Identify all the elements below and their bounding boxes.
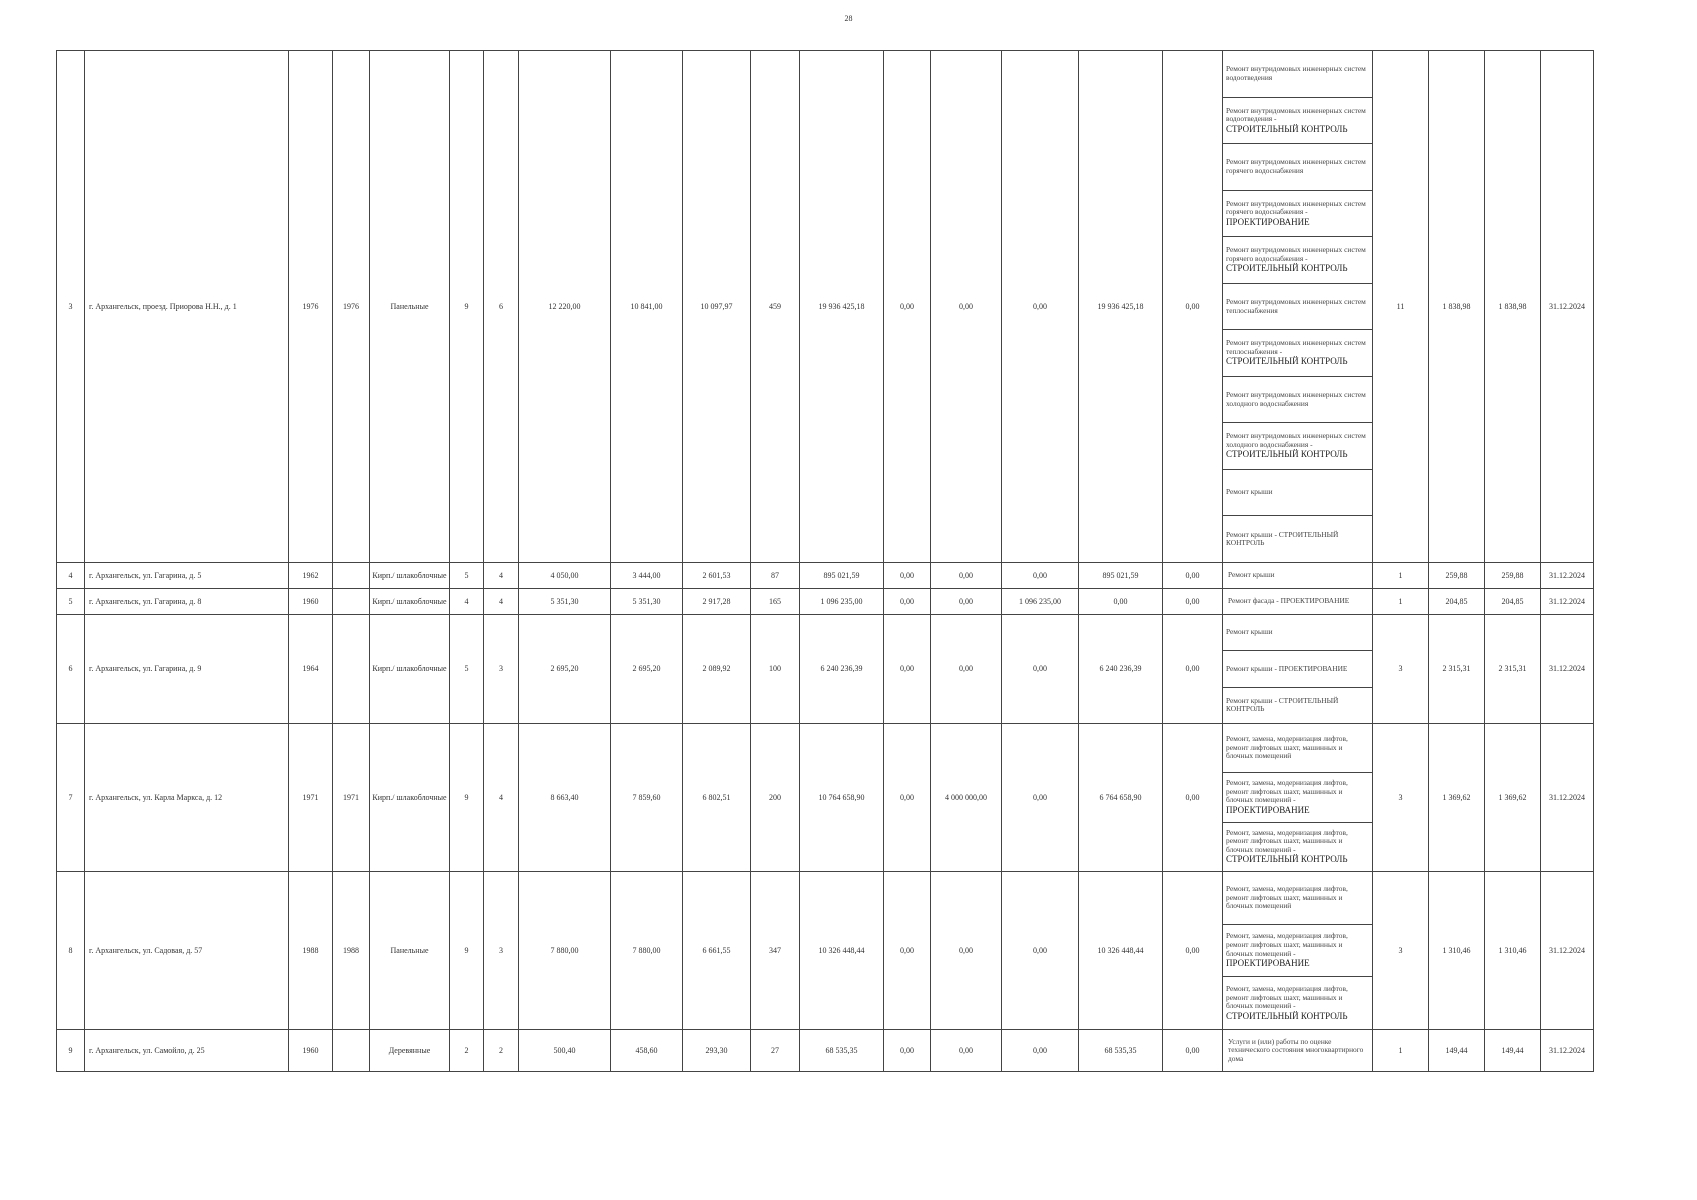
work-text: Ремонт, замена, модернизация лифтов, ремонт лифтовых шахт, машинных и блочных помещений -	[1226, 931, 1348, 958]
work-item	[1223, 772, 1372, 821]
work-item	[1223, 422, 1372, 469]
work-text: Ремонт внутридомовых инженерных систем водоотведения -	[1226, 105, 1366, 124]
work-text: Ремонт крыши	[1226, 487, 1273, 497]
unit-cost-limit-cell: 204,85	[1485, 589, 1541, 615]
table-row	[57, 1030, 1594, 1072]
floors-cell: 5	[450, 615, 484, 724]
work-text: Ремонт крыши - СТРОИТЕЛЬНЫЙ КОНТРОЛЬ	[1226, 695, 1339, 714]
residents-cell: 87	[751, 563, 800, 589]
fund-other-cell: 0,00	[1163, 872, 1223, 1030]
work-text: Ремонт, замена, модернизация лифтов, ремонт лифтовых шахт, машинных и блочных помещений -	[1226, 827, 1348, 854]
address-cell: г. Архангельск, ул. Гагарина, д. 8	[85, 589, 289, 615]
fund-local-cell: 0,00	[1002, 563, 1079, 589]
work-item	[1223, 190, 1372, 237]
work-count-cell: 1	[1373, 589, 1429, 615]
work-item	[1223, 822, 1372, 871]
area-premises-cell: 2 695,20	[611, 615, 683, 724]
fund-other-cell: 0,00	[1163, 51, 1223, 563]
cost-total-cell: 6 240 236,39	[800, 615, 884, 724]
work-text: Ремонт, замена, модернизация лифтов, ремонт лифтовых шахт, машинных и блочных помещений	[1226, 884, 1348, 911]
page-number: 28	[844, 14, 853, 23]
total-area-cell: 12 220,00	[519, 51, 611, 563]
fund-regional-cell: 0,00	[931, 563, 1002, 589]
row-number-cell: 4	[57, 563, 85, 589]
year-commissioned-cell: 1971	[333, 724, 370, 872]
fund-other-cell: 0,00	[1163, 724, 1223, 872]
total-area-cell: 2 695,20	[519, 615, 611, 724]
floors-cell: 9	[450, 872, 484, 1030]
wall-material-cell: Кирп./ шлакоблочные	[370, 563, 450, 589]
wall-material-cell: Кирп./ шлакоблочные	[370, 615, 450, 724]
works-cell	[1223, 872, 1373, 1030]
fund-local-cell: 0,00	[1002, 1030, 1079, 1072]
wall-material-cell: Кирп./ шлакоблочные	[370, 589, 450, 615]
unit-cost-limit-cell: 259,88	[1485, 563, 1541, 589]
wall-material-cell: Деревянные	[370, 1030, 450, 1072]
work-item	[1223, 872, 1372, 924]
work-text-caps: ПРОЕКТИРОВАНИЕ	[1226, 958, 1310, 969]
table-row	[57, 563, 1594, 589]
works-cell	[1223, 615, 1373, 724]
entrances-cell: 6	[484, 51, 519, 563]
year-built-cell: 1960	[289, 1030, 333, 1072]
work-text-caps: СТРОИТЕЛЬНЫЙ КОНТРОЛЬ	[1226, 263, 1348, 274]
year-built-cell: 1962	[289, 563, 333, 589]
deadline-cell: 31.12.2024	[1541, 615, 1594, 724]
area-residential-cell: 2 917,28	[683, 589, 751, 615]
fund-owners-cell: 19 936 425,18	[1079, 51, 1163, 563]
year-commissioned-cell	[333, 589, 370, 615]
work-item	[1223, 615, 1372, 650]
cost-total-cell: 895 021,59	[800, 563, 884, 589]
cost-total-cell: 68 535,35	[800, 1030, 884, 1072]
work-text: Ремонт внутридомовых инженерных систем холодного водоснабжения -	[1226, 431, 1366, 449]
year-built-cell: 1976	[289, 51, 333, 563]
work-text: Ремонт, замена, модернизация лифтов, ремонт лифтовых шахт, машинных и блочных помещений -	[1226, 984, 1348, 1011]
work-item	[1223, 376, 1372, 423]
table-row	[57, 724, 1594, 872]
address-cell: г. Архангельск, ул. Гагарина, д. 5	[85, 563, 289, 589]
work-item	[1223, 687, 1372, 723]
work-item	[1223, 924, 1372, 977]
work-count-cell: 1	[1373, 563, 1429, 589]
year-commissioned-cell: 1976	[333, 51, 370, 563]
year-built-cell: 1960	[289, 589, 333, 615]
fund-owners-cell: 6 764 658,90	[1079, 724, 1163, 872]
year-commissioned-cell	[333, 615, 370, 724]
fund-owners-cell: 0,00	[1079, 589, 1163, 615]
works-cell	[1223, 1030, 1373, 1072]
row-number-cell: 3	[57, 51, 85, 563]
fund-regional-cell: 0,00	[931, 872, 1002, 1030]
fund-owners-cell: 6 240 236,39	[1079, 615, 1163, 724]
works-cell	[1223, 563, 1373, 589]
deadline-cell: 31.12.2024	[1541, 563, 1594, 589]
work-item	[1223, 650, 1372, 686]
fund-local-cell: 1 096 235,00	[1002, 589, 1079, 615]
work-count-cell: 1	[1373, 1030, 1429, 1072]
work-item	[1223, 976, 1372, 1029]
work-text-caps: СТРОИТЕЛЬНЫЙ КОНТРОЛЬ	[1226, 356, 1348, 367]
work-item	[1223, 51, 1372, 97]
year-built-cell: 1988	[289, 872, 333, 1030]
work-text: Ремонт крыши	[1226, 627, 1273, 637]
fund-local-cell: 0,00	[1002, 615, 1079, 724]
area-residential-cell: 293,30	[683, 1030, 751, 1072]
year-commissioned-cell: 1988	[333, 872, 370, 1030]
table-row	[57, 589, 1594, 615]
address-cell: г. Архангельск, ул. Садовая, д. 57	[85, 872, 289, 1030]
entrances-cell: 4	[484, 589, 519, 615]
total-area-cell: 4 050,00	[519, 563, 611, 589]
work-item	[1223, 97, 1372, 144]
work-item	[1223, 724, 1372, 772]
table-body	[57, 51, 1594, 1072]
unit-cost-cell: 1 310,46	[1429, 872, 1485, 1030]
total-area-cell: 8 663,40	[519, 724, 611, 872]
address-cell: г. Архангельск, ул. Карла Маркса, д. 12	[85, 724, 289, 872]
fund-regional-cell: 0,00	[931, 1030, 1002, 1072]
fund-local-cell: 0,00	[1002, 724, 1079, 872]
unit-cost-limit-cell: 1 838,98	[1485, 51, 1541, 563]
work-text: Услуги и (или) работы по оценке технического состояния многоквартирного дома	[1228, 1036, 1364, 1063]
wall-material-cell: Кирп./ шлакоблочные	[370, 724, 450, 872]
cost-total-cell: 10 764 658,90	[800, 724, 884, 872]
unit-cost-cell: 204,85	[1429, 589, 1485, 615]
work-text-caps: ПРОЕКТИРОВАНИЕ	[1226, 216, 1310, 227]
area-premises-cell: 5 351,30	[611, 589, 683, 615]
total-area-cell: 500,40	[519, 1030, 611, 1072]
work-text: Ремонт внутридомовых инженерных систем горячего водоснабжения	[1226, 157, 1366, 175]
works-cell	[1223, 51, 1373, 563]
work-text: Ремонт внутридомовых инженерных систем горячего водоснабжения -	[1226, 245, 1366, 263]
entrances-cell: 4	[484, 563, 519, 589]
fund-other-cell: 0,00	[1163, 589, 1223, 615]
work-item	[1223, 283, 1372, 330]
work-text: Ремонт внутридомовых инженерных систем горячего водоснабжения -	[1226, 198, 1366, 217]
fund-federal-cell: 0,00	[884, 872, 931, 1030]
works-list	[1223, 51, 1372, 562]
row-number-cell: 8	[57, 872, 85, 1030]
work-count-cell: 3	[1373, 872, 1429, 1030]
deadline-cell: 31.12.2024	[1541, 1030, 1594, 1072]
work-text: Ремонт внутридомовых инженерных систем холодного водоснабжения	[1226, 390, 1366, 408]
floors-cell: 2	[450, 1030, 484, 1072]
entrances-cell: 3	[484, 615, 519, 724]
deadline-cell: 31.12.2024	[1541, 589, 1594, 615]
area-residential-cell: 6 661,55	[683, 872, 751, 1030]
work-item	[1223, 329, 1372, 376]
residents-cell: 165	[751, 589, 800, 615]
year-commissioned-cell	[333, 563, 370, 589]
fund-local-cell: 0,00	[1002, 51, 1079, 563]
work-text-caps: СТРОИТЕЛЬНЫЙ КОНТРОЛЬ	[1226, 123, 1348, 134]
fund-federal-cell: 0,00	[884, 724, 931, 872]
total-area-cell: 7 880,00	[519, 872, 611, 1030]
works-list	[1223, 615, 1372, 723]
year-built-cell: 1971	[289, 724, 333, 872]
fund-owners-cell: 10 326 448,44	[1079, 872, 1163, 1030]
wall-material-cell: Панельные	[370, 872, 450, 1030]
fund-other-cell: 0,00	[1163, 1030, 1223, 1072]
deadline-cell: 31.12.2024	[1541, 872, 1594, 1030]
work-text: Ремонт внутридомовых инженерных систем теплоснабжения	[1226, 296, 1366, 315]
area-residential-cell: 2 089,92	[683, 615, 751, 724]
unit-cost-limit-cell: 1 369,62	[1485, 724, 1541, 872]
work-text: Ремонт внутридомовых инженерных систем теплоснабжения -	[1226, 338, 1366, 356]
year-commissioned-cell	[333, 1030, 370, 1072]
work-item	[1223, 469, 1372, 516]
floors-cell: 9	[450, 724, 484, 872]
area-residential-cell: 6 802,51	[683, 724, 751, 872]
repair-program-table	[56, 50, 1594, 1072]
work-text-caps: ПРОЕКТИРОВАНИЕ	[1226, 805, 1310, 815]
deadline-cell: 31.12.2024	[1541, 51, 1594, 563]
residents-cell: 27	[751, 1030, 800, 1072]
work-text: Ремонт внутридомовых инженерных систем водоотведения	[1226, 64, 1366, 82]
unit-cost-cell: 1 369,62	[1429, 724, 1485, 872]
works-list	[1223, 872, 1372, 1029]
residents-cell: 100	[751, 615, 800, 724]
fund-federal-cell: 0,00	[884, 563, 931, 589]
unit-cost-cell: 149,44	[1429, 1030, 1485, 1072]
total-area-cell: 5 351,30	[519, 589, 611, 615]
unit-cost-cell: 259,88	[1429, 563, 1485, 589]
work-text-caps: СТРОИТЕЛЬНЫЙ КОНТРОЛЬ	[1226, 854, 1348, 865]
cost-total-cell: 1 096 235,00	[800, 589, 884, 615]
floors-cell: 5	[450, 563, 484, 589]
table-row	[57, 51, 1594, 563]
works-list	[1223, 724, 1372, 871]
unit-cost-limit-cell: 2 315,31	[1485, 615, 1541, 724]
work-count-cell: 3	[1373, 724, 1429, 872]
unit-cost-limit-cell: 149,44	[1485, 1030, 1541, 1072]
work-text: Ремонт крыши	[1228, 570, 1275, 580]
fund-owners-cell: 68 535,35	[1079, 1030, 1163, 1072]
row-number-cell: 6	[57, 615, 85, 724]
floors-cell: 4	[450, 589, 484, 615]
entrances-cell: 3	[484, 872, 519, 1030]
wall-material-cell: Панельные	[370, 51, 450, 563]
work-text: Ремонт крыши - ПРОЕКТИРОВАНИЕ	[1226, 663, 1348, 673]
address-cell: г. Архангельск, ул. Гагарина, д. 9	[85, 615, 289, 724]
work-text-caps: СТРОИТЕЛЬНЫЙ КОНТРОЛЬ	[1226, 1010, 1348, 1021]
table-row	[57, 872, 1594, 1030]
area-premises-cell: 458,60	[611, 1030, 683, 1072]
address-cell: г. Архангельск, проезд. Приорова Н.Н., д. 1	[85, 51, 289, 563]
work-text: Ремонт крыши - СТРОИТЕЛЬНЫЙ КОНТРОЛЬ	[1226, 529, 1339, 548]
fund-regional-cell: 4 000 000,00	[931, 724, 1002, 872]
fund-federal-cell: 0,00	[884, 1030, 931, 1072]
residents-cell: 347	[751, 872, 800, 1030]
fund-regional-cell: 0,00	[931, 589, 1002, 615]
work-item	[1223, 143, 1372, 190]
area-premises-cell: 10 841,00	[611, 51, 683, 563]
cost-total-cell: 19 936 425,18	[800, 51, 884, 563]
area-premises-cell: 7 880,00	[611, 872, 683, 1030]
work-text: Ремонт, замена, модернизация лифтов, ремонт лифтовых шахт, машинных и блочных помещений -	[1226, 778, 1348, 805]
fund-federal-cell: 0,00	[884, 615, 931, 724]
work-text-caps: СТРОИТЕЛЬНЫЙ КОНТРОЛЬ	[1226, 449, 1348, 460]
table-row	[57, 615, 1594, 724]
deadline-cell: 31.12.2024	[1541, 724, 1594, 872]
fund-other-cell: 0,00	[1163, 563, 1223, 589]
fund-other-cell: 0,00	[1163, 615, 1223, 724]
work-count-cell: 11	[1373, 51, 1429, 563]
address-cell: г. Архангельск, ул. Самойло, д. 25	[85, 1030, 289, 1072]
row-number-cell: 7	[57, 724, 85, 872]
work-item	[1223, 236, 1372, 283]
fund-local-cell: 0,00	[1002, 872, 1079, 1030]
area-residential-cell: 10 097,97	[683, 51, 751, 563]
area-premises-cell: 3 444,00	[611, 563, 683, 589]
unit-cost-limit-cell: 1 310,46	[1485, 872, 1541, 1030]
row-number-cell: 9	[57, 1030, 85, 1072]
floors-cell: 9	[450, 51, 484, 563]
work-item	[1223, 515, 1372, 562]
cost-total-cell: 10 326 448,44	[800, 872, 884, 1030]
row-number-cell: 5	[57, 589, 85, 615]
work-text: Ремонт, замена, модернизация лифтов, ремонт лифтовых шахт, машинных и блочных помещений	[1226, 734, 1348, 761]
area-premises-cell: 7 859,60	[611, 724, 683, 872]
area-residential-cell: 2 601,53	[683, 563, 751, 589]
works-cell	[1223, 589, 1373, 615]
works-cell	[1223, 724, 1373, 872]
fund-federal-cell: 0,00	[884, 589, 931, 615]
residents-cell: 200	[751, 724, 800, 872]
year-built-cell: 1964	[289, 615, 333, 724]
residents-cell: 459	[751, 51, 800, 563]
work-text: Ремонт фасада - ПРОЕКТИРОВАНИЕ	[1228, 596, 1350, 606]
unit-cost-cell: 2 315,31	[1429, 615, 1485, 724]
fund-regional-cell: 0,00	[931, 51, 1002, 563]
fund-federal-cell: 0,00	[884, 51, 931, 563]
entrances-cell: 2	[484, 1030, 519, 1072]
work-count-cell: 3	[1373, 615, 1429, 724]
fund-owners-cell: 895 021,59	[1079, 563, 1163, 589]
entrances-cell: 4	[484, 724, 519, 872]
unit-cost-cell: 1 838,98	[1429, 51, 1485, 563]
fund-regional-cell: 0,00	[931, 615, 1002, 724]
